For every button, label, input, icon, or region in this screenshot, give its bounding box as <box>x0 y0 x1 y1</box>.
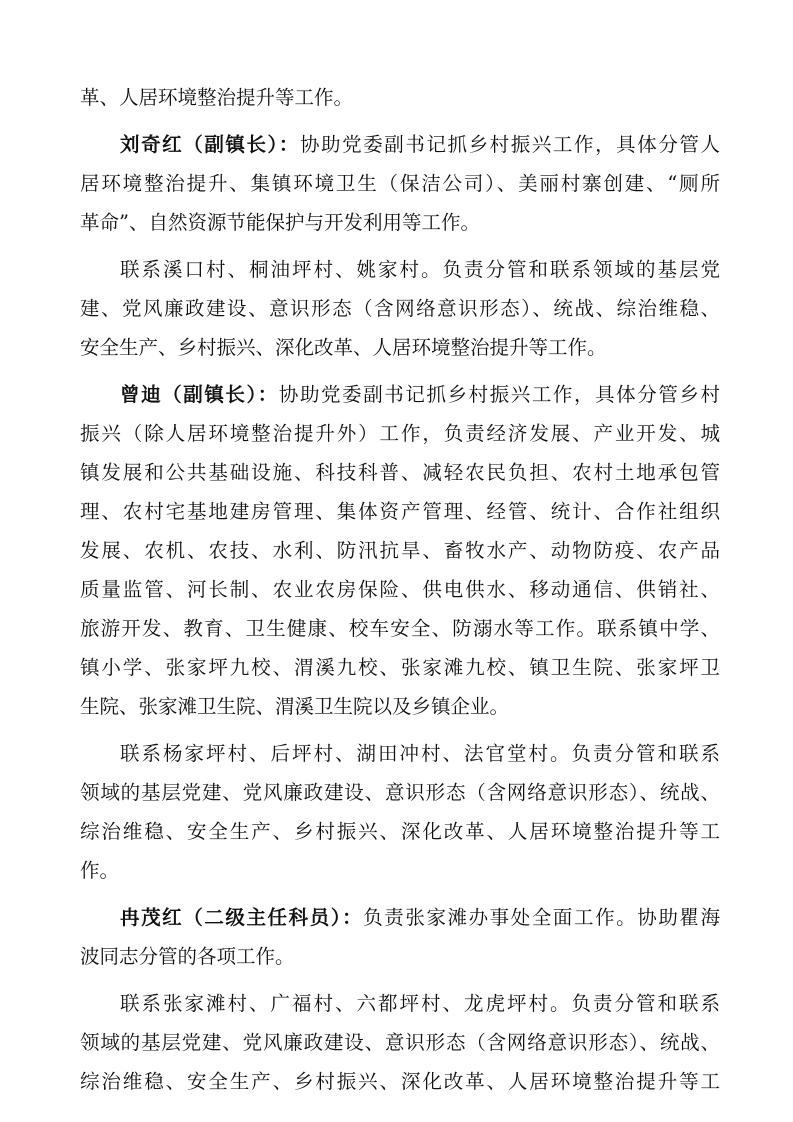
paragraph-gap <box>80 726 720 734</box>
paragraph-gap <box>80 976 720 984</box>
paragraph-gap <box>80 890 720 898</box>
text-line: 领域的基层党建、党风廉政建设、意识形态（含网络意识形态）、统战、 <box>80 781 720 804</box>
paragraph-liu-qihong-contacts <box>80 250 720 367</box>
text-line: 综治维稳、安全生产、乡村振兴、深化改革、人居环境整治提升等工 <box>80 1070 720 1093</box>
text-line: 安全生产、乡村振兴、深化改革、人居环境整治提升等工作。 <box>80 336 607 359</box>
official-name-zeng-di: 曾迪（副镇长）： <box>120 383 279 406</box>
paragraph-gap <box>80 117 720 125</box>
paragraph-gap <box>80 367 720 375</box>
text-segment: 负责张家滩办事处全面工作。协助瞿海 <box>363 906 720 929</box>
text-line: 居环境整治提升、集镇环境卫生（保洁公司）、美丽村寨创建、“厕所 <box>80 172 720 195</box>
text-line: 镇发展和公共基础设施、科技科普、减轻农民负担、农村土地承包管 <box>80 461 720 484</box>
text-line: 革、人居环境整治提升等工作。 <box>80 86 354 109</box>
paragraph-ran-maohong-duties <box>80 898 720 976</box>
paragraph-zeng-di-duties <box>80 375 720 726</box>
text-line: 作。 <box>80 859 120 882</box>
text-line <box>80 375 720 414</box>
text-line: 旅游开发、教育、卫生健康、校车安全、防溺水等工作。联系镇中学、 <box>80 617 720 640</box>
text-line: 建、党风廉政建设、意识形态（含网络意识形态）、统战、综治维稳、 <box>80 297 720 320</box>
text-line: 发展、农机、农技、水利、防汛抗旱、畜牧水产、动物防疫、农产品 <box>80 539 720 562</box>
text-line: 生院、张家滩卫生院、渭溪卫生院以及乡镇企业。 <box>80 695 510 718</box>
text-line: 振兴（除人居环境整治提升外）工作，负责经济发展、产业开发、城 <box>80 422 720 445</box>
text-segment: 协助党委副书记抓乡村振兴工作，具体分管人 <box>299 133 720 156</box>
text-line: 质量监管、河长制、农业农房保险、供电供水、移动通信、供销社、 <box>80 578 720 601</box>
text-line: 联系溪口村、桐油坪村、姚家村。负责分管和联系领域的基层党 <box>120 258 720 281</box>
text-line: 理、农村宅基地建房管理、集体资产管理、经管、统计、合作社组织 <box>80 500 720 523</box>
text-line <box>80 125 720 164</box>
text-segment: 协助党委副书记抓乡村振兴工作，具体分管乡村 <box>278 383 720 406</box>
official-name-liu-qihong: 刘奇红（副镇长）： <box>120 133 300 156</box>
text-line <box>80 898 720 937</box>
text-line: 联系杨家坪村、后坪村、湖田冲村、法官堂村。负责分管和联系 <box>120 742 720 765</box>
paragraph-ran-maohong-contacts <box>80 984 720 1101</box>
text-line: 领域的基层党建、党风廉政建设、意识形态（含网络意识形态）、统战、 <box>80 1031 720 1054</box>
paragraph-zeng-di-contacts <box>80 734 720 890</box>
text-line: 镇小学、张家坪九校、渭溪九校、张家滩九校、镇卫生院、张家坪卫 <box>80 656 720 679</box>
paragraph-continuation <box>80 78 720 117</box>
official-name-ran-maohong: 冉茂红（二级主任科员）： <box>120 906 364 929</box>
text-line: 革命”、自然资源节能保护与开发利用等工作。 <box>80 211 480 234</box>
document-page <box>80 78 720 1101</box>
paragraph-gap <box>80 242 720 250</box>
text-line: 联系张家滩村、广福村、六都坪村、龙虎坪村。负责分管和联系 <box>120 992 720 1015</box>
text-line: 波同志分管的各项工作。 <box>80 945 295 968</box>
text-line: 综治维稳、安全生产、乡村振兴、深化改革、人居环境整治提升等工 <box>80 820 720 843</box>
paragraph-liu-qihong-duties <box>80 125 720 242</box>
